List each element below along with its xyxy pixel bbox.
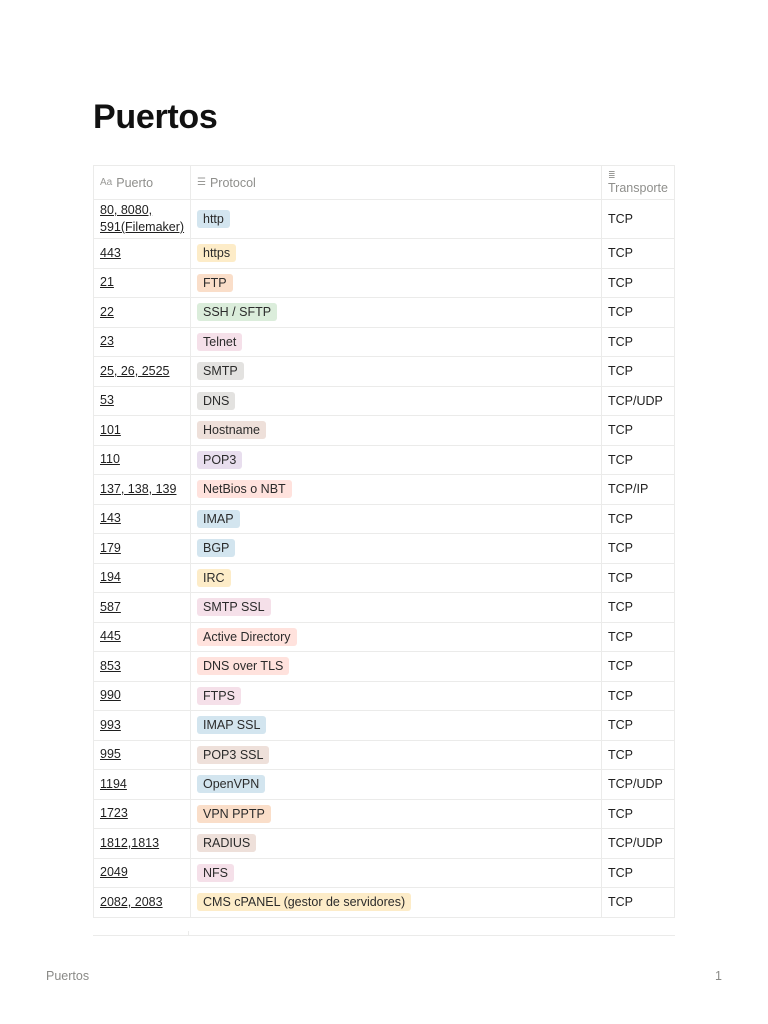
column-header-puerto[interactable] [94,166,191,200]
puerto-cell[interactable] [94,681,191,711]
table-row[interactable] [94,799,675,829]
protocol-tag: https [197,244,236,262]
puerto-cell[interactable] [94,357,191,387]
protocol-tag: POP3 SSL [197,746,269,764]
protocol-tag: NFS [197,864,234,882]
transporte-cell[interactable]: TCP/UDP [602,386,675,416]
puerto-cell[interactable] [94,652,191,682]
puerto-link[interactable]: 22 [100,304,114,319]
puerto-cell[interactable] [94,445,191,475]
text-property-icon: ≣ [608,169,616,180]
puerto-cell[interactable] [94,711,191,741]
column-header-label: Protocol [209,175,256,190]
protocol-cell[interactable] [191,534,602,564]
protocol-tag: RADIUS [197,834,256,852]
column-header-transporte[interactable] [602,166,675,200]
puerto-cell[interactable] [94,504,191,534]
table-row[interactable] [94,504,675,534]
table-row[interactable] [94,593,675,623]
protocol-cell[interactable] [191,681,602,711]
footer-document-title: Puertos [46,969,90,983]
transporte-cell[interactable]: TCP/UDP [602,770,675,800]
transporte-cell[interactable]: TCP [602,239,675,269]
puerto-link[interactable]: 194 [100,570,121,585]
puerto-link[interactable]: 179 [100,540,121,555]
puerto-link[interactable]: 443 [100,245,121,260]
protocol-tag: OpenVPN [197,775,265,793]
table-row[interactable] [94,740,675,770]
transporte-cell[interactable]: TCP [602,327,675,357]
puerto-cell[interactable] [94,268,191,298]
protocol-cell[interactable] [191,888,602,918]
table-row[interactable] [94,888,675,918]
protocol-tag: BGP [197,539,235,557]
puerto-link[interactable]: 110 [100,452,120,467]
protocol-cell[interactable] [191,416,602,446]
protocol-tag: VPN PPTP [197,805,271,823]
puerto-cell[interactable] [94,888,191,918]
protocol-cell[interactable] [191,239,602,269]
table-bottom-divider [93,935,675,936]
transporte-cell[interactable]: TCP [602,416,675,446]
column-header-protocol[interactable] [191,166,602,200]
puerto-cell[interactable] [94,239,191,269]
protocol-cell[interactable] [191,357,602,387]
puerto-cell[interactable] [94,327,191,357]
puerto-cell[interactable] [94,475,191,505]
protocol-cell[interactable] [191,298,602,328]
puerto-link[interactable]: 80, 8080, 591(Filemaker) [100,203,185,234]
table-row[interactable] [94,652,675,682]
protocol-tag: DNS over TLS [197,657,289,675]
protocol-tag: POP3 [197,451,242,469]
protocol-tag: FTPS [197,687,241,705]
transporte-cell[interactable]: TCP [602,357,675,387]
puerto-link[interactable]: 137, 138, 139 [100,481,177,496]
table-header-row [94,166,675,200]
protocol-tag: SMTP [197,362,244,380]
protocol-tag: Telnet [197,333,242,351]
puerto-link[interactable]: 21 [100,275,114,290]
puerto-link[interactable]: 101 [100,422,121,437]
protocol-tag: SMTP SSL [197,598,271,616]
puerto-link[interactable]: 2082, 2083 [100,894,163,909]
protocol-cell[interactable] [191,386,602,416]
transporte-cell[interactable]: TCP/UDP [602,829,675,859]
table-row[interactable] [94,357,675,387]
transporte-cell[interactable]: TCP [602,563,675,593]
protocol-cell[interactable] [191,622,602,652]
puerto-link[interactable]: 1812,1813 [100,835,160,850]
protocol-tag: Hostname [197,421,266,439]
table-row[interactable] [94,268,675,298]
transporte-cell[interactable]: TCP [602,200,675,239]
table-row[interactable] [94,386,675,416]
puerto-link[interactable]: 143 [100,511,121,526]
puerto-link[interactable]: 1194 [100,776,127,791]
protocol-tag: IMAP [197,510,240,528]
transporte-cell[interactable]: TCP [602,593,675,623]
puerto-cell[interactable] [94,298,191,328]
puerto-cell[interactable] [94,770,191,800]
transporte-cell[interactable]: TCP [602,298,675,328]
protocol-cell[interactable] [191,799,602,829]
table-row[interactable] [94,475,675,505]
protocol-tag: CMS cPANEL (gestor de servidores) [197,893,411,911]
puerto-link[interactable]: 853 [100,658,121,673]
protocol-cell[interactable] [191,504,602,534]
protocol-cell[interactable] [191,200,602,239]
protocol-tag: IRC [197,569,231,587]
ports-table [93,165,675,918]
protocol-tag: FTP [197,274,233,292]
puerto-cell[interactable] [94,386,191,416]
puerto-link[interactable]: 993 [100,717,121,732]
puerto-cell[interactable] [94,593,191,623]
transporte-cell[interactable]: TCP [602,652,675,682]
puerto-link[interactable]: 587 [100,599,121,614]
puerto-cell[interactable] [94,799,191,829]
puerto-link[interactable]: 53 [100,393,114,408]
protocol-cell[interactable] [191,327,602,357]
table-row[interactable] [94,200,675,239]
table-row[interactable] [94,445,675,475]
puerto-cell[interactable] [94,563,191,593]
protocol-cell[interactable] [191,268,602,298]
protocol-tag: DNS [197,392,235,410]
transporte-cell[interactable]: TCP [602,268,675,298]
puerto-cell[interactable] [94,622,191,652]
footer-page-number: 1 [715,969,722,983]
table-row[interactable] [94,858,675,888]
protocol-cell[interactable] [191,593,602,623]
puerto-link[interactable]: 2049 [100,865,128,880]
puerto-link[interactable]: 25, 26, 2525 [100,363,170,378]
transporte-cell[interactable]: TCP [602,858,675,888]
transporte-cell[interactable]: TCP [602,445,675,475]
table-row[interactable] [94,829,675,859]
table-row[interactable] [94,681,675,711]
table-row[interactable] [94,563,675,593]
protocol-tag: SSH / SFTP [197,303,277,321]
protocol-tag: NetBios o NBT [197,480,292,498]
protocol-tag: http [197,210,230,228]
transporte-cell[interactable]: TCP [602,622,675,652]
puerto-cell[interactable] [94,829,191,859]
transporte-cell[interactable]: TCP [602,534,675,564]
protocol-cell[interactable] [191,770,602,800]
table-row[interactable] [94,239,675,269]
transporte-cell[interactable]: TCP [602,681,675,711]
transporte-cell[interactable]: TCP [602,740,675,770]
protocol-tag: Active Directory [197,628,297,646]
puerto-cell[interactable] [94,858,191,888]
puerto-cell[interactable] [94,416,191,446]
puerto-cell[interactable] [94,200,191,239]
table-row[interactable] [94,416,675,446]
page-title: Puertos [93,98,218,136]
puerto-link[interactable]: 990 [100,688,121,703]
multi-select-icon: ☰ [197,177,206,188]
protocol-cell[interactable] [191,829,602,859]
table-row[interactable] [94,534,675,564]
protocol-cell[interactable] [191,652,602,682]
table-row[interactable] [94,327,675,357]
puerto-cell[interactable] [94,740,191,770]
table-row[interactable] [94,298,675,328]
puerto-link[interactable]: 445 [100,629,121,644]
puerto-cell[interactable] [94,534,191,564]
transporte-cell[interactable]: TCP/IP [602,475,675,505]
transporte-cell[interactable]: TCP [602,799,675,829]
protocol-cell[interactable] [191,563,602,593]
table-row[interactable] [94,711,675,741]
protocol-cell[interactable] [191,445,602,475]
puerto-link[interactable]: 1723 [100,806,128,821]
transporte-cell[interactable]: TCP [602,711,675,741]
transporte-cell[interactable]: TCP [602,504,675,534]
puerto-link[interactable]: 995 [100,747,121,762]
protocol-cell[interactable] [191,711,602,741]
protocol-cell[interactable] [191,475,602,505]
column-header-label: Puerto [116,175,154,190]
table-row[interactable] [94,622,675,652]
column-header-label: Transporte [608,180,668,195]
table-body [94,200,675,918]
transporte-cell[interactable]: TCP [602,888,675,918]
puerto-link[interactable]: 23 [100,334,114,349]
protocol-cell[interactable] [191,858,602,888]
table-row[interactable] [94,770,675,800]
title-type-icon: Aa [100,177,113,188]
protocol-cell[interactable] [191,740,602,770]
protocol-tag: IMAP SSL [197,716,266,734]
